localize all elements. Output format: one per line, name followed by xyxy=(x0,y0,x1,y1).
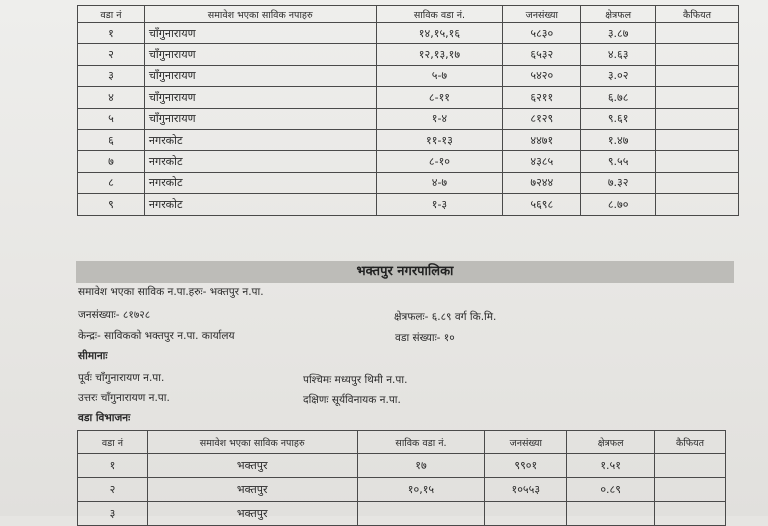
merged-municipality-cell: भक्तपुर xyxy=(147,502,357,526)
ward-no-cell: ९ xyxy=(78,194,145,215)
merged-municipality-cell: भक्तपुर xyxy=(147,478,357,502)
header-former-ward-no: साविक वडा नं. xyxy=(357,431,485,454)
header-area: क्षेत्रफल xyxy=(567,431,655,454)
header-remarks: कैफियत xyxy=(656,6,739,23)
former-ward-no-cell: १४,१५,१६ xyxy=(376,23,503,44)
center: केन्द्रः- साविकको भक्तपुर न.पा. कार्यालय xyxy=(78,330,235,342)
table-header-row xyxy=(78,431,726,454)
table-row xyxy=(78,194,739,215)
ward-no-cell: ३ xyxy=(78,65,145,86)
merged-municipality-cell: नगरकोट xyxy=(144,151,376,172)
population-cell: ५६९८ xyxy=(503,194,581,215)
merged-municipality-cell: चाँगुनारायण xyxy=(144,65,376,86)
former-ward-no-cell: ८-११ xyxy=(376,87,503,108)
ward-table-bhaktapur xyxy=(77,430,726,526)
table-row xyxy=(78,65,739,86)
table-row xyxy=(78,172,739,193)
remarks-cell xyxy=(656,129,739,150)
ward-no-cell: २ xyxy=(78,44,145,65)
population-cell: ६२११ xyxy=(503,87,581,108)
remarks-cell xyxy=(656,87,739,108)
former-ward-no-cell: १-४ xyxy=(376,108,503,129)
merged-municipality-cell: चाँगुनारायण xyxy=(144,44,376,65)
area: क्षेत्रफलः- ६.८९ वर्ग कि.मि. xyxy=(394,311,497,323)
remarks-cell xyxy=(656,172,739,193)
former-ward-no-cell: ५-७ xyxy=(376,65,503,86)
population-cell: ५४२० xyxy=(503,65,581,86)
remarks-cell xyxy=(656,151,739,172)
area-cell: ७.३२ xyxy=(581,172,656,193)
population-cell: १०५५३ xyxy=(485,478,567,502)
boundary-north: उत्तरः चाँगुनारायण न.पा. xyxy=(78,392,170,404)
population-cell: ८१२९ xyxy=(503,108,581,129)
remarks-cell xyxy=(656,23,739,44)
header-ward-no: वडा नं xyxy=(78,6,145,23)
header-population: जनसंख्या xyxy=(503,6,581,23)
population-cell: ४४७१ xyxy=(503,129,581,150)
header-merged-municipalities: समावेश भएका साविक नपाहरु xyxy=(147,431,357,454)
former-ward-no-cell: १२,१३,१७ xyxy=(376,44,503,65)
table-header-row xyxy=(78,6,739,23)
remarks-cell xyxy=(655,502,726,526)
header-population: जनसंख्या xyxy=(485,431,567,454)
remarks-cell xyxy=(656,108,739,129)
area-cell xyxy=(567,502,655,526)
header-remarks: कैफियत xyxy=(655,431,726,454)
ward-no-cell: ६ xyxy=(78,129,145,150)
table-row xyxy=(78,23,739,44)
former-ward-no-cell xyxy=(357,502,485,526)
area-cell: ९.६१ xyxy=(581,108,656,129)
merged-municipalities: समावेश भएका साविक न.पा.हरुः- भक्तपुर न.पा. xyxy=(78,286,264,298)
population-cell: ६५३२ xyxy=(503,44,581,65)
ward-no-cell: १ xyxy=(78,454,148,478)
population-cell: ७२४४ xyxy=(503,172,581,193)
former-ward-no-cell: १०,१५ xyxy=(357,478,485,502)
area-cell: १.४७ xyxy=(581,129,656,150)
population-cell: ९९०१ xyxy=(485,454,567,478)
ward-no-cell: ८ xyxy=(78,172,145,193)
table-row xyxy=(78,502,726,526)
merged-municipality-cell: चाँगुनारायण xyxy=(144,87,376,108)
header-merged-municipalities: समावेश भएका साविक नपाहरु xyxy=(144,6,376,23)
remarks-cell xyxy=(656,44,739,65)
area-cell: ३.८७ xyxy=(581,23,656,44)
ward-no-cell: ३ xyxy=(78,502,148,526)
area-cell: ९.५५ xyxy=(581,151,656,172)
merged-municipality-cell: चाँगुनारायण xyxy=(144,23,376,44)
former-ward-no-cell: ४-७ xyxy=(376,172,503,193)
municipality-title: भक्तपुर नगरपालिका xyxy=(76,261,734,283)
ward-no-cell: ७ xyxy=(78,151,145,172)
table-row xyxy=(78,151,739,172)
area-cell: ६.७८ xyxy=(581,87,656,108)
population: जनसंख्याः- ८१७२८ xyxy=(78,309,151,321)
area-cell: ८.७० xyxy=(581,194,656,215)
boundary-south: दक्षिणः सूर्यविनायक न.पा. xyxy=(303,394,401,406)
population-cell xyxy=(485,502,567,526)
merged-municipality-cell: भक्तपुर xyxy=(147,454,357,478)
former-ward-no-cell: १७ xyxy=(357,454,485,478)
area-cell: ३.०२ xyxy=(581,65,656,86)
merged-municipality-cell: नगरकोट xyxy=(144,194,376,215)
ward-count: वडा संख्याः- १० xyxy=(395,332,455,344)
area-cell: ०.८९ xyxy=(567,478,655,502)
area-cell: ४.६३ xyxy=(581,44,656,65)
table-row xyxy=(78,478,726,502)
population-cell: ४३८५ xyxy=(503,151,581,172)
ward-no-cell: ४ xyxy=(78,87,145,108)
remarks-cell xyxy=(655,454,726,478)
header-ward-no: वडा नं xyxy=(78,431,148,454)
ward-no-cell: २ xyxy=(78,478,148,502)
former-ward-no-cell: ८-१० xyxy=(376,151,503,172)
former-ward-no-cell: ११-१३ xyxy=(376,129,503,150)
header-former-ward-no: साविक वडा नं. xyxy=(376,6,503,23)
population-cell: ५८३० xyxy=(503,23,581,44)
merged-municipality-cell: चाँगुनारायण xyxy=(144,108,376,129)
table-row xyxy=(78,87,739,108)
ward-division-label: वडा विभाजनः xyxy=(78,412,131,424)
remarks-cell xyxy=(656,194,739,215)
table-row xyxy=(78,454,726,478)
merged-municipality-cell: नगरकोट xyxy=(144,129,376,150)
ward-no-cell: ५ xyxy=(78,108,145,129)
table-row xyxy=(78,108,739,129)
boundary-east: पूर्वः चाँगुनारायण न.पा. xyxy=(78,372,165,384)
table-row xyxy=(78,129,739,150)
header-area: क्षेत्रफल xyxy=(581,6,656,23)
remarks-cell xyxy=(656,65,739,86)
former-ward-no-cell: १-३ xyxy=(376,194,503,215)
ward-table-changunarayan-nagarkot xyxy=(77,5,739,216)
merged-municipality-cell: नगरकोट xyxy=(144,172,376,193)
area-cell: १.५१ xyxy=(567,454,655,478)
boundary-label: सीमानाः xyxy=(78,350,108,362)
boundary-west: पश्चिमः मध्यपुर थिमी न.पा. xyxy=(303,374,408,386)
remarks-cell xyxy=(655,478,726,502)
table-row xyxy=(78,44,739,65)
ward-no-cell: १ xyxy=(78,23,145,44)
